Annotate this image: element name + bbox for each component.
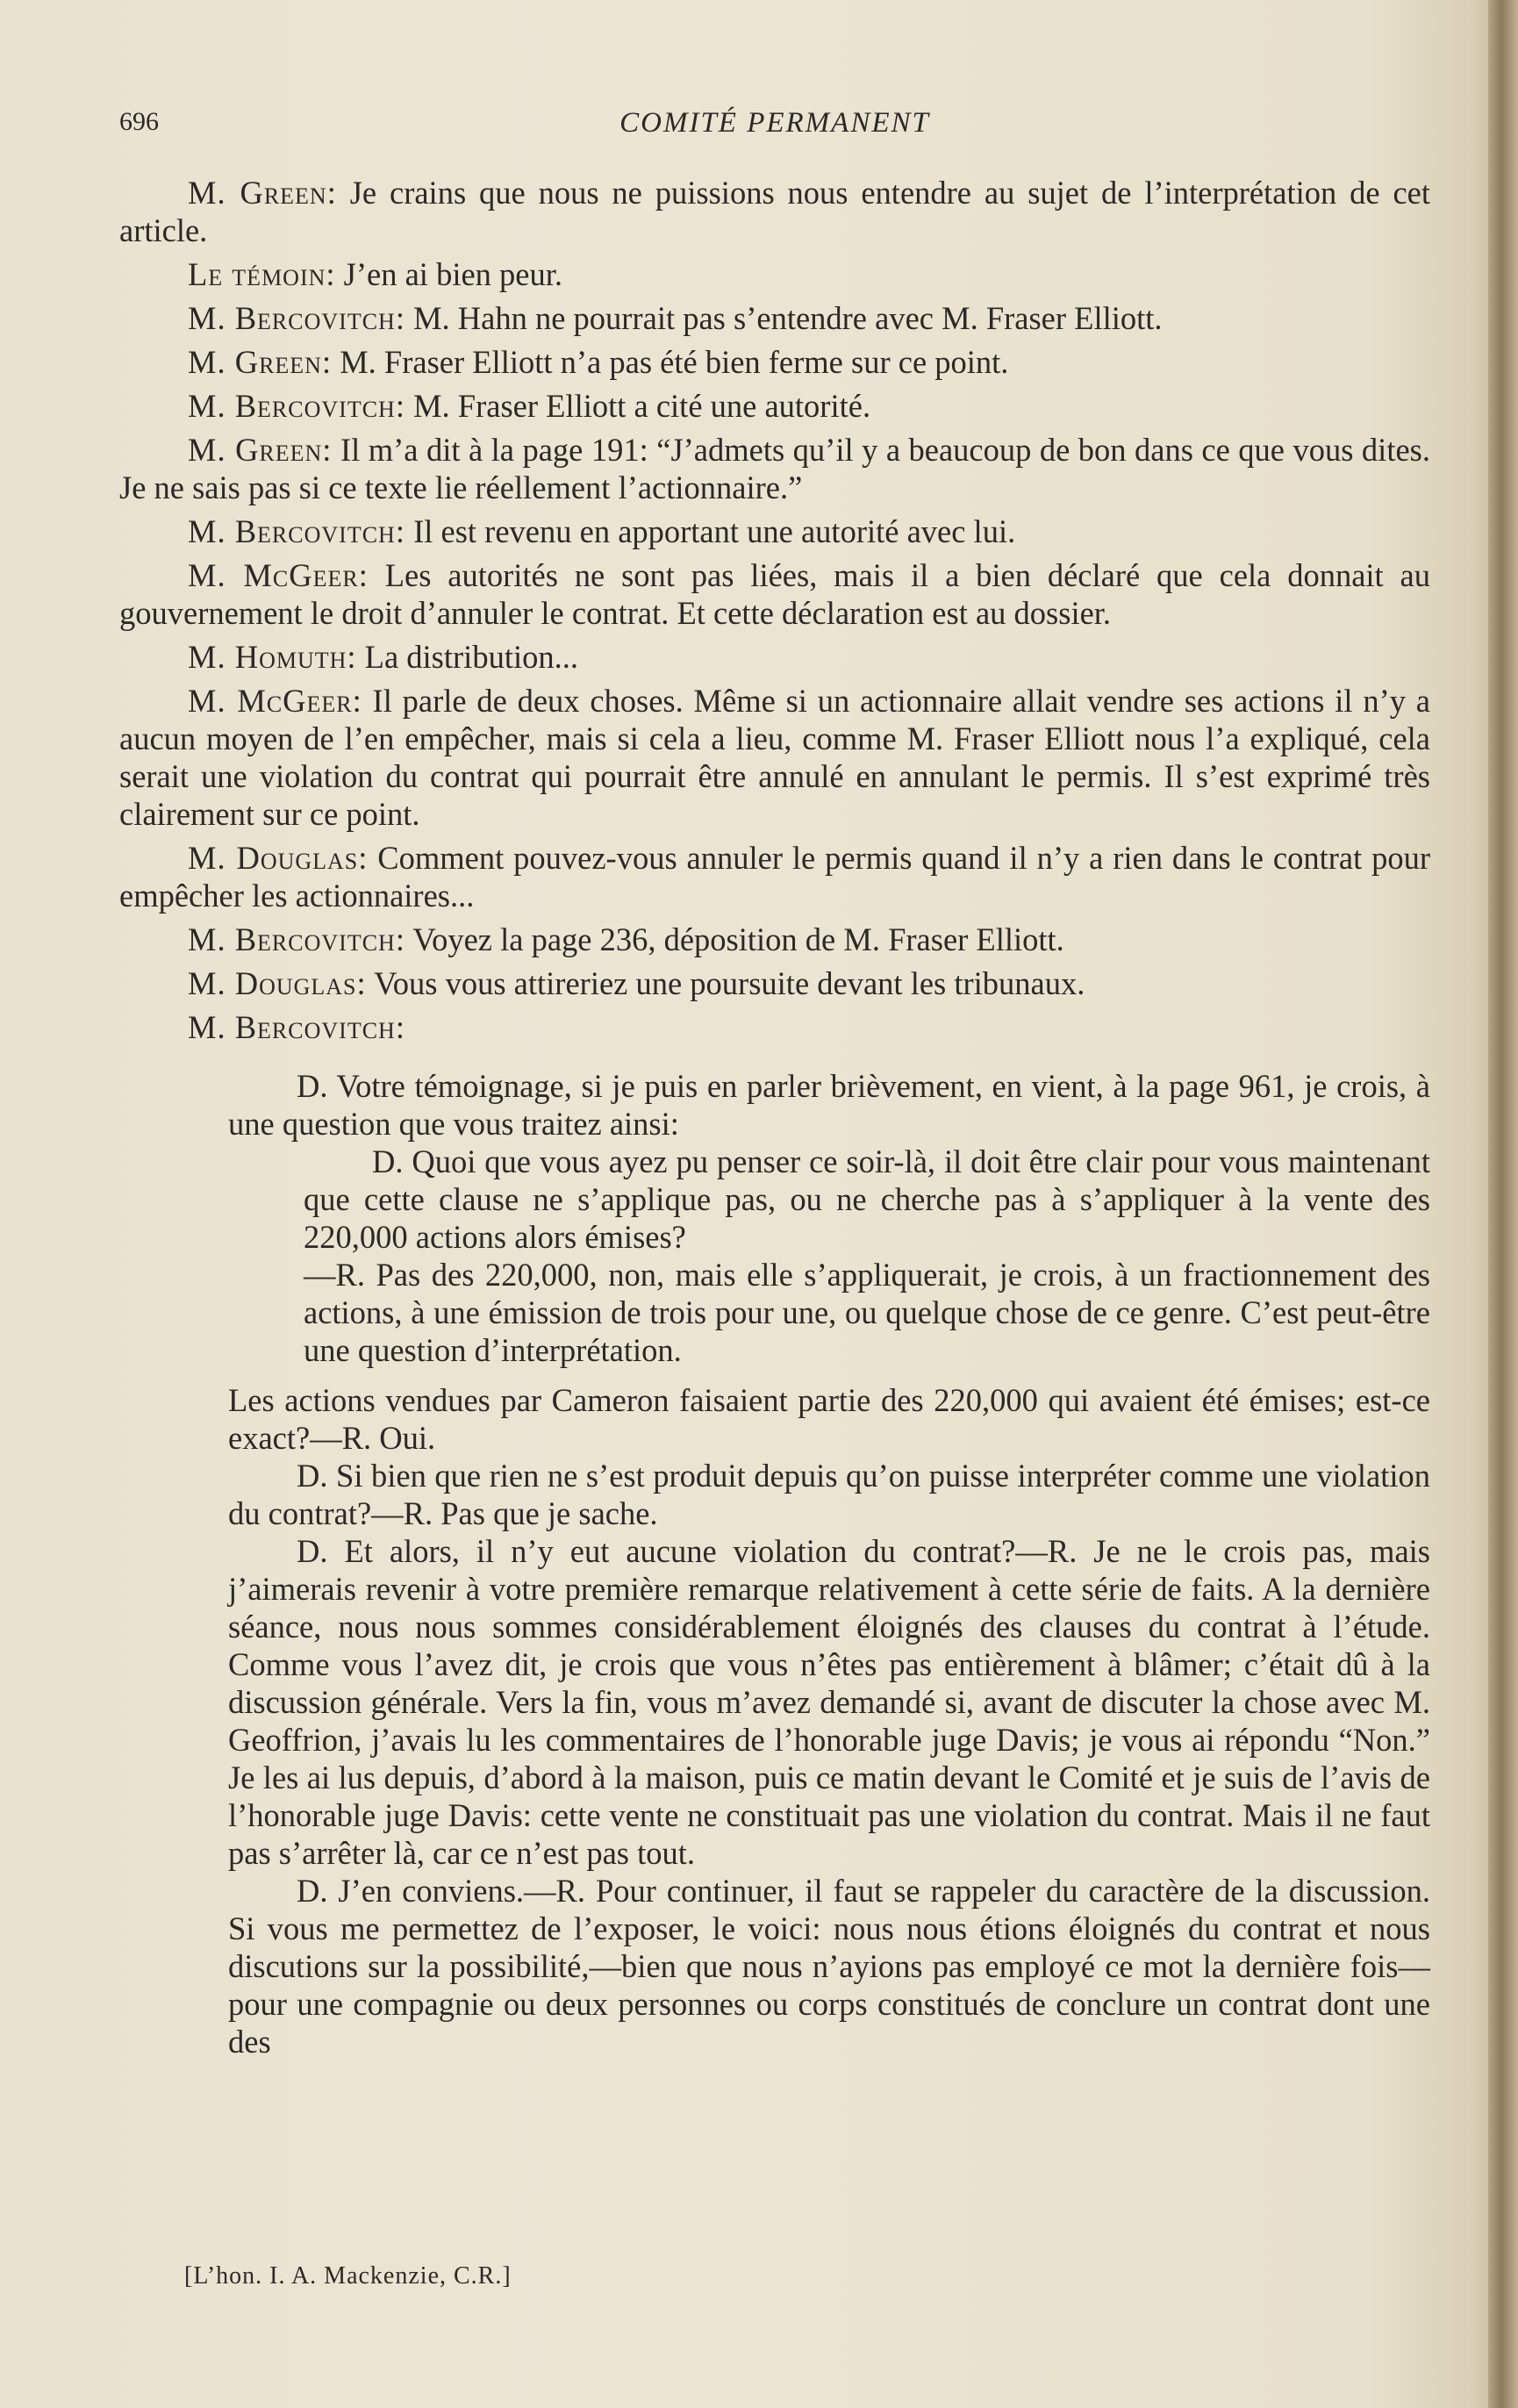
- nested-answer: —R. Pas des 220,000, non, mais elle s’appliquerait, je crois, à un fractionnement des actions, à une émission de trois pour une, ou quelque chose de ce genre. C’est peut-être une question d’interprétation.: [304, 1257, 1430, 1368]
- utterance: J’en ai bien peur.: [335, 256, 563, 292]
- speaker: M. Green:: [188, 175, 337, 211]
- speaker: M. Bercovitch:: [188, 300, 405, 336]
- utterance: Il est revenu en apportant une autorité avec lui.: [405, 513, 1016, 549]
- speaker: Le témoin:: [188, 256, 336, 292]
- speaker: M. Green:: [188, 432, 333, 468]
- quoted-testimony: [228, 1067, 1430, 2060]
- page-footer: [L’hon. I. A. Mackenzie, C.R.]: [184, 2262, 512, 2290]
- quote-paragraph: D. J’en conviens.—R. Pour continuer, il faut se rappeler du caractère de la discussion. Si vous me permettez de l’exposer, le voici: nous nous étions éloignés du contrat et nous discutions sur la possibilité,—bien que nous n’ayions pas employé ce mot la dernière fois—pour une compagnie ou deux personnes ou corps constitués de conclure un contrat dont une des: [228, 1873, 1430, 2060]
- quote-paragraph: Les actions vendues par Cameron faisaient partie des 220,000 qui avaient été émises; est-ce exact?—R. Oui.: [228, 1382, 1430, 1456]
- dialogue-line: [119, 255, 1430, 293]
- dialogue-line: [119, 556, 1430, 632]
- utterance: Vous vous attireriez une poursuite devant les tribunaux.: [366, 965, 1085, 1001]
- speaker: M. Bercovitch:: [188, 388, 405, 424]
- dialogue-line: [119, 839, 1430, 914]
- dialogue-line: [119, 964, 1430, 1002]
- quote-paragraph: D. Et alors, il n’y eut aucune violation du contrat?—R. Je ne le crois pas, mais j’aimerais revenir à votre première remarque relativement à cette série de faits. A la dernière séance, nous nous sommes considérablement éloignés des clauses du contrat à l’étude. Comme vous l’avez dit, je crois que vous n’êtes pas entièrement à blâmer; c’était dû à la discussion générale. Vers la fin, vous m’avez demandé si, avant de discuter la chose avec M. Geoffrion, j’avais lu les commentaires de l’honorable juge Davis; je vous ai répondu “Non.” Je les ai lus depuis, d’abord à la maison, puis ce matin devant le Comité et je suis de l’avis de l’honorable juge Davis: cette vente ne constituait pas une violation du contrat. Mais il ne faut pas s’arrêter là, car ce n’est pas tout.: [228, 1533, 1430, 1871]
- speaker: M. Green:: [188, 344, 333, 380]
- transcript-body: [119, 174, 1430, 2060]
- speaker: M. McGeer:: [188, 557, 369, 593]
- page-edge: [1488, 0, 1518, 2408]
- utterance: Voyez la page 236, déposition de M. Fraser Elliott.: [405, 921, 1064, 957]
- page-header: [119, 107, 1430, 142]
- speaker: M. McGeer:: [188, 683, 362, 719]
- utterance: Les autorités ne sont pas liées, mais il a bien déclaré que cela donnait au gouvernement le droit d’annuler le contrat. Et cette déclaration est au dossier.: [119, 557, 1431, 631]
- utterance: Il m’a dit à la page 191: “J’admets qu’il y a beaucoup de bon dans ce que vous dites. Je ne sais pas si ce texte lie réellement l’actionnaire.”: [119, 432, 1430, 505]
- nested-question: D. Quoi que vous ayez pu penser ce soir-là, il doit être clair pour vous maintenant que cette clause ne s’applique pas, ou ne cherche pas à s’appliquer à la vente des 220,000 actions alors émises?: [304, 1143, 1430, 1255]
- utterance: Je crains que nous ne puissions nous entendre au sujet de l’interprétation de cet article.: [119, 175, 1430, 248]
- utterance: Il parle de deux choses. Même si un actionnaire allait vendre ses actions il n’y a aucun moyen de l’en empêcher, mais si cela a lieu, comme M. Fraser Elliott nous l’a expliqué, cela serait une violation du contrat qui pourrait être annulé en annulant le permis. Il s’est exprimé très clairement sur ce point.: [119, 683, 1430, 832]
- dialogue-line: [119, 512, 1430, 550]
- running-title: COMITÉ PERMANENT: [619, 107, 930, 139]
- speaker: M. Bercovitch:: [188, 921, 405, 957]
- quote-intro: D. Votre témoignage, si je puis en parler brièvement, en vient, à la page 961, je crois, à une question que vous traitez ainsi:: [228, 1068, 1430, 1142]
- page-number: 696: [119, 107, 159, 136]
- dialogue-line: [119, 387, 1430, 425]
- speaker: M. Bercovitch:: [188, 513, 405, 549]
- utterance: M. Fraser Elliott a cité une autorité.: [405, 388, 871, 424]
- dialogue-line: [119, 682, 1430, 833]
- utterance: M. Fraser Elliott n’a pas été bien ferme sur ce point.: [332, 344, 1009, 380]
- dialogue-line: [119, 174, 1430, 249]
- nested-quote: [304, 1143, 1430, 1369]
- speaker: M. Bercovitch:: [188, 1009, 405, 1045]
- dialogue-line: [119, 431, 1430, 506]
- speaker: M. Douglas:: [188, 840, 369, 876]
- dialogue-line: [119, 638, 1430, 676]
- dialogue-line: [119, 343, 1430, 381]
- speaker: M. Douglas:: [188, 965, 367, 1001]
- dialogue-line: [119, 1008, 1430, 1046]
- utterance: M. Hahn ne pourrait pas s’entendre avec M. Fraser Elliott.: [405, 300, 1163, 336]
- utterance: La distribution...: [356, 639, 578, 675]
- dialogue-line: [119, 921, 1430, 958]
- utterance: Comment pouvez-vous annuler le permis quand il n’y a rien dans le contrat pour empêcher les actionnaires...: [119, 840, 1430, 914]
- quote-paragraph: D. Si bien que rien ne s’est produit depuis qu’on puisse interpréter comme une violation du contrat?—R. Pas que je sache.: [228, 1458, 1430, 1531]
- speaker: M. Homuth:: [188, 639, 357, 675]
- dialogue-line: [119, 299, 1430, 337]
